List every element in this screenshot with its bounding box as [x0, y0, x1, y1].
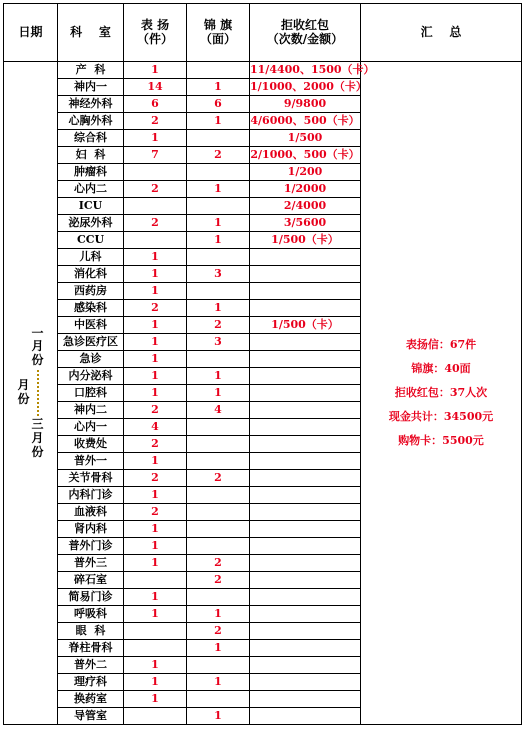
banner-cell	[187, 351, 250, 368]
praise-cell: 1	[124, 317, 187, 334]
banner-cell	[187, 657, 250, 674]
redpacket-cell	[250, 538, 361, 555]
redpacket-cell: 1/500（卡）	[250, 317, 361, 334]
banner-cell	[187, 487, 250, 504]
redpacket-cell	[250, 300, 361, 317]
dept-cell: 消化科	[58, 266, 124, 283]
redpacket-cell	[250, 487, 361, 504]
redpacket-cell: 2/1000、500（卡）	[250, 147, 361, 164]
dept-cell: 内科门诊	[58, 487, 124, 504]
redpacket-cell	[250, 453, 361, 470]
redpacket-cell: 3/5600	[250, 215, 361, 232]
praise-cell: 1	[124, 657, 187, 674]
banner-cell	[187, 283, 250, 300]
banner-cell: 3	[187, 334, 250, 351]
dept-cell: 肾内科	[58, 521, 124, 538]
dept-cell: 关节骨科	[58, 470, 124, 487]
banner-cell	[187, 504, 250, 521]
banner-cell: 1	[187, 232, 250, 249]
header-redpacket: 拒收红包 （次数/金额）	[250, 4, 361, 62]
praise-cell	[124, 640, 187, 657]
banner-cell: 1	[187, 300, 250, 317]
dept-cell: 脊柱骨科	[58, 640, 124, 657]
dept-cell: 眼 科	[58, 623, 124, 640]
dept-cell: 神内二	[58, 402, 124, 419]
redpacket-cell	[250, 521, 361, 538]
banner-cell	[187, 436, 250, 453]
banner-cell	[187, 249, 250, 266]
banner-cell: 1	[187, 113, 250, 130]
redpacket-cell: 9/9800	[250, 96, 361, 113]
dept-cell: 中医科	[58, 317, 124, 334]
banner-cell	[187, 130, 250, 147]
summary-banner-total: 锦旗：40面	[411, 362, 471, 375]
date-char: 三	[31, 417, 44, 431]
redpacket-cell	[250, 419, 361, 436]
dept-cell: 神经外科	[58, 96, 124, 113]
banner-cell: 2	[187, 147, 250, 164]
table-body	[4, 62, 522, 725]
date-char: 份	[17, 392, 30, 406]
dept-cell: 妇 科	[58, 147, 124, 164]
redpacket-cell: 1/1000、2000（卡）	[250, 79, 361, 96]
dept-cell: 急诊医疗区	[58, 334, 124, 351]
banner-cell	[187, 198, 250, 215]
redpacket-cell	[250, 436, 361, 453]
dept-cell: 普外门诊	[58, 538, 124, 555]
header-banner: 锦 旗 （面）	[187, 4, 250, 62]
redpacket-cell	[250, 691, 361, 708]
praise-cell: 1	[124, 487, 187, 504]
redpacket-cell: 1/500	[250, 130, 361, 147]
banner-cell: 1	[187, 385, 250, 402]
summary-cell	[361, 62, 522, 725]
praise-cell: 1	[124, 334, 187, 351]
banner-cell: 6	[187, 96, 250, 113]
date-period-cell	[4, 62, 58, 725]
redpacket-cell	[250, 385, 361, 402]
redpacket-cell	[250, 334, 361, 351]
praise-cell: 1	[124, 62, 187, 79]
banner-cell: 2	[187, 555, 250, 572]
dept-cell: CCU	[58, 232, 124, 249]
praise-cell: 2	[124, 215, 187, 232]
summary-cash-total: 现金共计：34500元	[388, 410, 494, 423]
redpacket-cell	[250, 283, 361, 300]
praise-cell	[124, 572, 187, 589]
date-char: 月	[31, 430, 44, 445]
praise-cell: 4	[124, 419, 187, 436]
praise-cell: 1	[124, 589, 187, 606]
praise-cell: 1	[124, 283, 187, 300]
banner-cell	[187, 538, 250, 555]
summary-redpacket-total: 拒收红包：37人次	[394, 386, 488, 399]
praise-cell: 1	[124, 385, 187, 402]
praise-cell: 1	[124, 555, 187, 572]
banner-cell	[187, 164, 250, 181]
dept-cell: 内分泌科	[58, 368, 124, 385]
praise-cell: 1	[124, 521, 187, 538]
praise-cell: 6	[124, 96, 187, 113]
header-summary: 汇 总	[361, 4, 522, 62]
banner-cell: 4	[187, 402, 250, 419]
praise-cell	[124, 198, 187, 215]
date-char: 份	[31, 444, 44, 459]
banner-cell	[187, 521, 250, 538]
header-dept: 科 室	[58, 4, 124, 62]
dept-cell: 神内一	[58, 79, 124, 96]
banner-cell: 1	[187, 708, 250, 725]
date-char: 月	[31, 339, 44, 354]
dept-cell: 呼吸科	[58, 606, 124, 623]
banner-cell	[187, 691, 250, 708]
date-char: 一	[31, 325, 44, 340]
banner-cell: 2	[187, 623, 250, 640]
redpacket-cell: 2/4000	[250, 198, 361, 215]
header-date: 日期	[4, 4, 58, 62]
dept-cell: 简易门诊	[58, 589, 124, 606]
redpacket-cell	[250, 555, 361, 572]
redpacket-cell: 1/500（卡）	[250, 232, 361, 249]
praise-cell	[124, 232, 187, 249]
praise-cell: 1	[124, 130, 187, 147]
praise-cell: 2	[124, 402, 187, 419]
summary-praise-total: 表扬信：67件	[405, 338, 477, 351]
redpacket-cell	[250, 640, 361, 657]
dept-cell: 儿科	[58, 249, 124, 266]
summary-card-total: 购物卡：5500元	[398, 434, 484, 447]
praise-cell: 2	[124, 181, 187, 198]
praise-cell	[124, 164, 187, 181]
dept-cell: 导管室	[58, 708, 124, 725]
banner-cell: 1	[187, 79, 250, 96]
honor-summary-table	[3, 3, 522, 725]
banner-cell: 2	[187, 317, 250, 334]
redpacket-cell	[250, 351, 361, 368]
praise-cell: 14	[124, 79, 187, 96]
redpacket-cell	[250, 623, 361, 640]
dept-cell: 心内二	[58, 181, 124, 198]
redpacket-cell	[250, 266, 361, 283]
praise-cell: 2	[124, 300, 187, 317]
redpacket-cell	[250, 674, 361, 691]
praise-cell: 1	[124, 266, 187, 283]
praise-cell: 2	[124, 470, 187, 487]
dept-cell: 普外三	[58, 555, 124, 572]
praise-cell	[124, 708, 187, 725]
dept-cell: 理疗科	[58, 674, 124, 691]
dept-cell: 心内一	[58, 419, 124, 436]
banner-cell: 1	[187, 674, 250, 691]
banner-cell: 1	[187, 606, 250, 623]
redpacket-cell	[250, 470, 361, 487]
praise-cell: 1	[124, 691, 187, 708]
dept-cell: 急诊	[58, 351, 124, 368]
praise-cell: 1	[124, 351, 187, 368]
dept-cell: 碎石室	[58, 572, 124, 589]
banner-cell	[187, 419, 250, 436]
banner-cell: 2	[187, 572, 250, 589]
banner-cell: 1	[187, 368, 250, 385]
dept-cell: 肿瘤科	[58, 164, 124, 181]
redpacket-cell: 11/4400、1500（卡）	[250, 62, 361, 79]
redpacket-cell	[250, 572, 361, 589]
praise-cell: 1	[124, 538, 187, 555]
redpacket-cell	[250, 249, 361, 266]
praise-cell: 2	[124, 504, 187, 521]
praise-cell: 1	[124, 674, 187, 691]
date-char: 份	[31, 353, 44, 368]
dept-cell: 西药房	[58, 283, 124, 300]
banner-cell: 1	[187, 181, 250, 198]
redpacket-cell: 1/200	[250, 164, 361, 181]
dept-cell: 普外一	[58, 453, 124, 470]
dept-cell: 泌尿外科	[58, 215, 124, 232]
banner-cell: 1	[187, 640, 250, 657]
dept-cell: 收费处	[58, 436, 124, 453]
banner-cell: 1	[187, 215, 250, 232]
dept-cell: 血液科	[58, 504, 124, 521]
redpacket-cell	[250, 657, 361, 674]
praise-cell: 1	[124, 368, 187, 385]
dept-cell: 心胸外科	[58, 113, 124, 130]
dept-cell: 感染科	[58, 300, 124, 317]
table-row	[4, 62, 522, 79]
redpacket-cell	[250, 504, 361, 521]
praise-cell	[124, 623, 187, 640]
redpacket-cell	[250, 589, 361, 606]
header-praise: 表 扬 （件）	[124, 4, 187, 62]
redpacket-cell: 1/2000	[250, 181, 361, 198]
redpacket-cell	[250, 368, 361, 385]
banner-cell: 3	[187, 266, 250, 283]
redpacket-cell: 4/6000、500（卡）	[250, 113, 361, 130]
praise-cell: 1	[124, 606, 187, 623]
banner-cell	[187, 589, 250, 606]
praise-cell: 7	[124, 147, 187, 164]
dept-cell: ICU	[58, 198, 124, 215]
redpacket-cell	[250, 402, 361, 419]
praise-cell: 1	[124, 453, 187, 470]
dept-cell: 普外二	[58, 657, 124, 674]
dept-cell: 产 科	[58, 62, 124, 79]
praise-cell: 2	[124, 113, 187, 130]
date-range-divider	[37, 370, 39, 416]
banner-cell: 2	[187, 470, 250, 487]
date-char: 月	[17, 378, 30, 393]
dept-cell: 换药室	[58, 691, 124, 708]
redpacket-cell	[250, 708, 361, 725]
banner-cell	[187, 62, 250, 79]
dept-cell: 口腔科	[58, 385, 124, 402]
praise-cell: 2	[124, 436, 187, 453]
dept-cell: 综合科	[58, 130, 124, 147]
banner-cell	[187, 453, 250, 470]
praise-cell: 1	[124, 249, 187, 266]
redpacket-cell	[250, 606, 361, 623]
